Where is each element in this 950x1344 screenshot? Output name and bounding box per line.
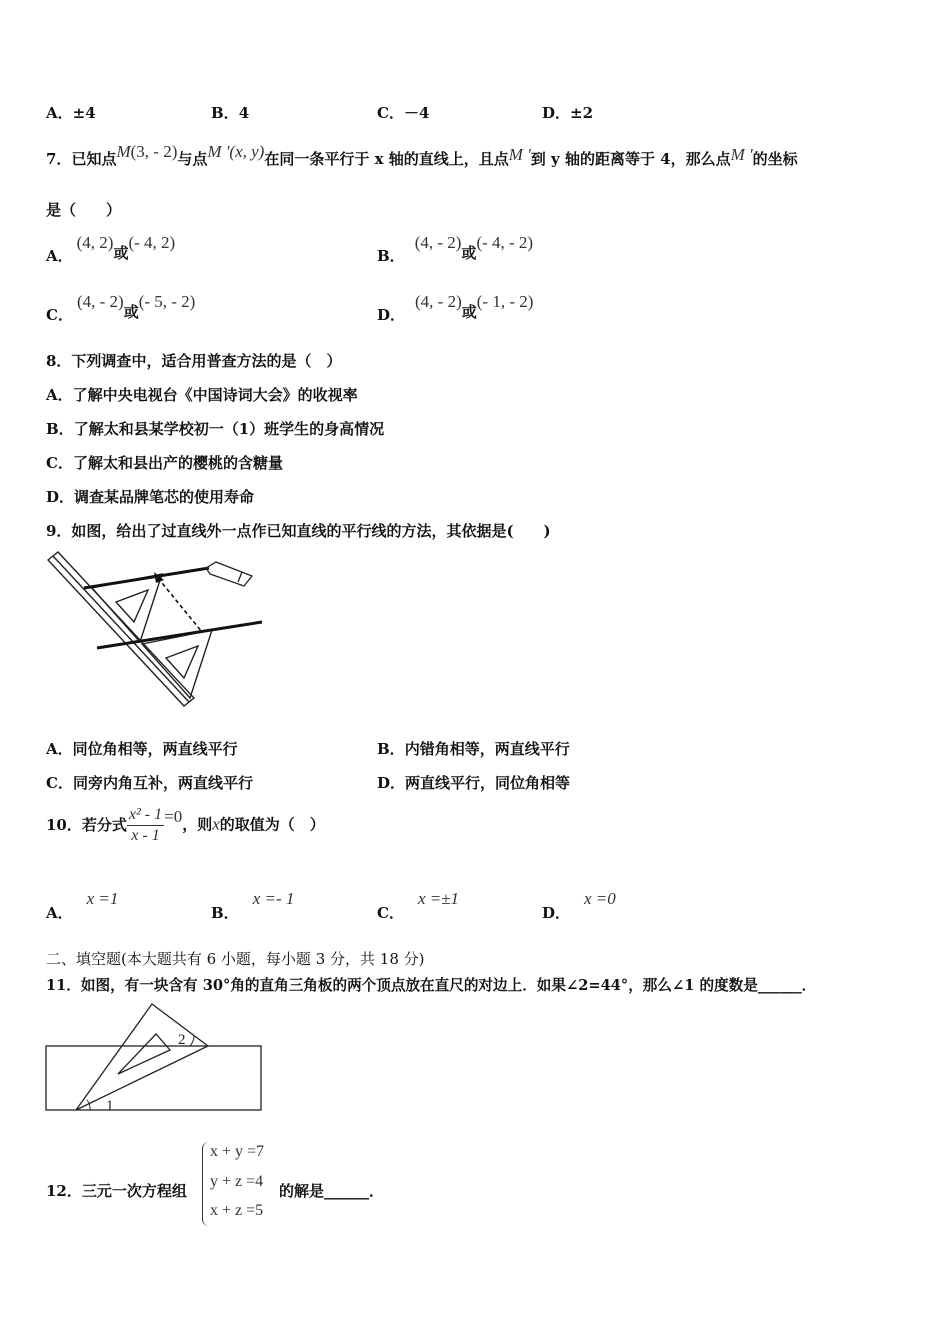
angle-2-label: 2 [178,1032,186,1048]
option-key: C． [377,104,404,122]
q6-option-a [46,102,96,123]
q7-option-d [377,291,534,324]
q8-stem: 8．下列调查中，适合用普查方法的是（ ） [46,352,342,370]
or-text: 或 [461,244,477,262]
option-text: 同旁内角互补，两直线平行 [72,774,253,792]
equation-3: x + z =5 [210,1202,264,1219]
q10-pre: 10．若分式 [46,815,127,834]
option-key: B． [377,247,405,265]
q7-text-3: 在同一条平行于 x 轴的直线上，且点 [264,150,509,168]
q9-figure [44,550,264,712]
option-text: ±2 [570,104,594,122]
pencil-icon [206,562,252,586]
option-key: D． [377,306,406,324]
option-text: 4 [238,104,250,122]
option-point-2: (- 4, 2) [128,233,176,252]
option-key: B． [46,420,74,438]
option-math: x =±1 [417,889,460,908]
option-key: B． [377,740,405,758]
q7-text-1: 已知点 [71,150,117,168]
q8-option-a [46,384,358,405]
option-key: C． [46,306,73,324]
option-text: 了解太和县出产的樱桃的含糖量 [72,454,283,472]
option-key: B． [211,104,239,122]
q10-variable: x [212,814,220,834]
point-m-coords: (3, - 2) [130,142,178,161]
q9-option-a [46,738,238,759]
q8-option-b [46,418,384,439]
option-text: 内错角相等，两直线平行 [404,740,570,758]
q10-fraction [127,806,164,845]
option-key: A． [46,740,73,758]
q10-option-b [211,888,295,922]
point-m-prime-label: M ' [207,142,230,161]
q7-option-c [46,291,196,324]
ruler-rect [46,1046,261,1110]
option-point-1: (4, - 2) [76,292,124,311]
q7-stem [46,142,798,169]
q11-figure [44,1002,266,1114]
q6-option-b [211,102,249,123]
q10-stem [46,806,325,845]
point-m-prime-label: M ' [508,145,531,164]
q8-option-c [46,452,283,473]
option-key: D． [46,488,75,506]
triangle-30-60-90 [76,1004,208,1110]
q7-text-5: 的坐标 [752,150,798,168]
q6-option-c [377,102,429,123]
slide-path [158,578,202,632]
option-key: A． [46,247,73,265]
option-key: D． [542,904,571,922]
question-number: 7． [46,150,72,168]
option-key: B． [211,904,239,922]
option-text: 同位角相等，两直线平行 [72,740,238,758]
q10-option-d [542,888,616,922]
or-text: 或 [123,303,139,321]
option-text: ±4 [72,104,96,122]
q12-post: 的解是______． [279,1182,385,1200]
q9-option-d [377,772,570,793]
q12-pre: 12．三元一次方程组 [46,1182,187,1200]
fraction-numerator: x² - 1 [127,806,164,826]
q10-option-c [377,888,460,922]
point-m-label: M [116,142,131,161]
q8-option-d [46,486,254,507]
point-m-prime-label: M ' [730,145,753,164]
q7-option-b [377,232,534,265]
q10-mid: ，则 [182,815,213,834]
known-line-lower [97,622,262,648]
q7-option-a [46,232,176,265]
q11-stem: 11．如图，有一块含有 30°角的直角三角板的两个顶点放在直尺的对边上．如果∠2=44°，那么∠1 的度数是______． [46,977,817,994]
system-brace [202,1142,209,1226]
option-point-2: (- 1, - 2) [476,292,534,311]
q7-text-4: 到 y 轴的距离等于 4，那么点 [530,150,731,168]
option-point-2: (- 4, - 2) [476,233,534,252]
option-math: x =1 [86,889,119,908]
point-m-prime-coords: (x, y) [229,142,265,161]
or-text: 或 [461,303,477,321]
parallel-line-upper [84,568,209,588]
equation-2: y + z =4 [210,1173,264,1190]
option-key: A． [46,104,73,122]
angle-2-arc [190,1036,194,1046]
section-2-title: 二、填空题(本大题共有 6 小题，每小题 3 分，共 18 分) [46,950,425,968]
or-text: 或 [113,244,129,262]
option-text: 了解太和县某学校初一（1）班学生的身高情况 [73,420,385,438]
option-math: x =- 1 [252,889,295,908]
option-text: 了解中央电视台《中国诗词大会》的收视率 [72,386,358,404]
angle-1-label: 1 [106,1098,114,1114]
option-key: D． [377,774,406,792]
option-math: x =0 [584,889,616,908]
q10-equals: =0 [164,806,183,826]
option-key: C． [46,774,73,792]
option-point-1: (4, - 2) [415,292,462,311]
option-key: C． [377,904,404,922]
q9-stem: 9．如图，给出了过直线外一点作已知直线的平行线的方法，其依据是( ) [46,522,551,540]
option-key: D． [542,104,571,122]
fraction-denominator: x - 1 [131,827,160,844]
equation-1: x + y =7 [210,1143,265,1160]
option-key: A． [46,386,73,404]
q10-option-a [46,888,119,922]
q7-stem-cont: 是（ ） [46,201,122,219]
q10-post: 的取值为（ ） [219,815,325,834]
option-key: C． [46,454,73,472]
q9-option-b [377,738,570,759]
option-text: －4 [403,104,430,122]
option-text: 两直线平行，同位角相等 [405,774,571,792]
option-point-2: (- 5, - 2) [138,292,196,311]
option-point-1: (4, 2) [76,233,114,252]
q6-option-d [542,102,593,123]
q7-text-2: 与点 [177,150,208,168]
q9-option-c [46,772,253,793]
option-key: A． [46,904,73,922]
option-text: 调查某品牌笔芯的使用寿命 [74,488,255,506]
option-point-1: (4, - 2) [414,233,462,252]
